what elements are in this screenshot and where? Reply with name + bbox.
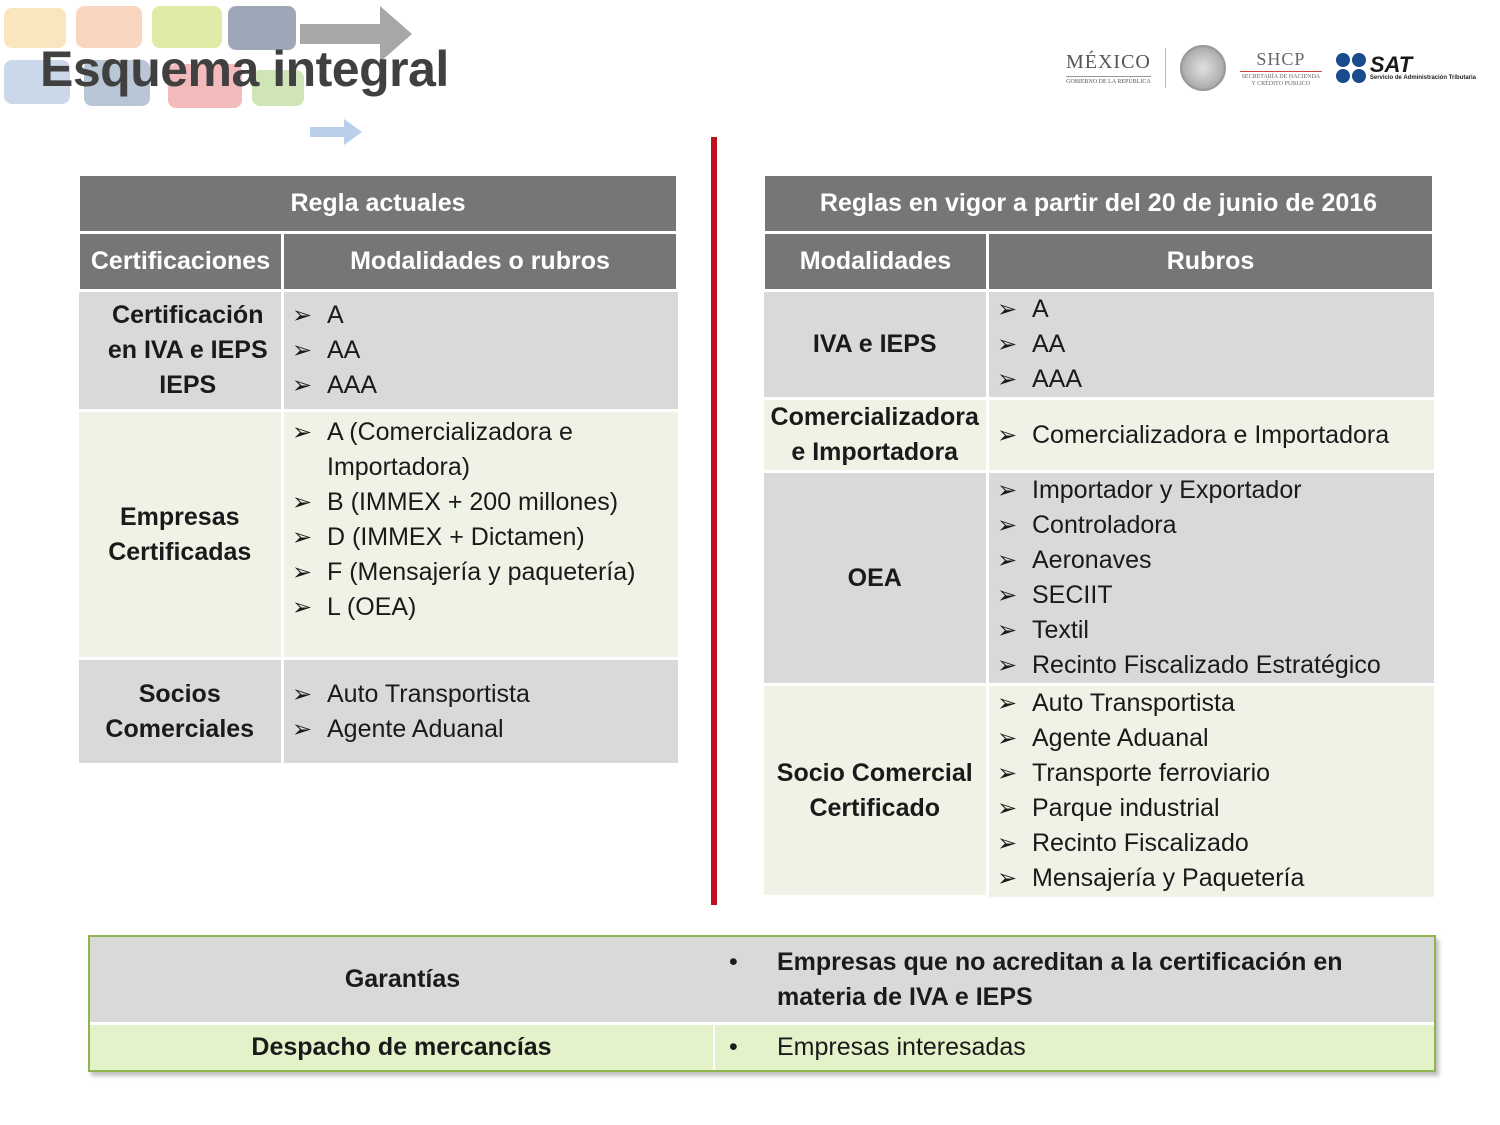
table-row	[79, 291, 678, 411]
row-label: IVA e IEPS	[764, 291, 988, 399]
summary-text: Empresas que no acreditan a la certificación en materia de IVA e IEPS	[777, 948, 1343, 1011]
row-label: Socio Comercial Certificado	[764, 685, 988, 897]
summary-row	[90, 937, 1434, 1022]
table-row	[79, 659, 678, 765]
national-seal-icon	[1180, 45, 1226, 91]
summary-label: Despacho de mercancías	[90, 1025, 715, 1070]
page-title: Esquema integral	[40, 41, 449, 97]
row-label: Empresas Certificadas	[79, 411, 283, 659]
list-item: ➢ Auto Transportista	[997, 689, 1235, 718]
list-item: ➢ A (Comercializadora e Importadora)	[292, 418, 573, 481]
list-item: ➢ Textil	[997, 616, 1089, 644]
table-row	[764, 399, 1434, 472]
table-title: Regla actuales	[79, 175, 678, 233]
logo-divider	[1165, 48, 1166, 88]
column-header: Certificaciones	[79, 233, 283, 291]
column-header: Modalidades o rubros	[283, 233, 678, 291]
current-rules-table	[77, 173, 679, 766]
row-label: Certificación en IVA e IEPS IEPS	[79, 291, 283, 411]
row-items	[283, 411, 678, 659]
list-item: ➢ Agente Aduanal	[292, 714, 504, 743]
list-item: ➢ Recinto Fiscalizado	[997, 829, 1249, 858]
list-item: ➢ F (Mensajería y paquetería)	[292, 558, 636, 586]
table-row	[764, 685, 1434, 897]
list-item: ➢ Importador y Exportador	[997, 476, 1302, 504]
table-title: Reglas en vigor a partir del 20 de junio de 2016	[764, 175, 1434, 233]
list-item: ➢ Transporte ferroviario	[997, 759, 1271, 788]
list-item: ➢ SECIIT	[997, 581, 1113, 609]
summary-text-cell	[715, 1025, 1434, 1070]
list-item: ➢ Agente Aduanal	[997, 724, 1209, 753]
logo-bar	[1066, 40, 1476, 96]
list-item: ➢ AA	[997, 330, 1066, 358]
list-item: ➢ AA	[292, 336, 361, 364]
list-item: ➢ A	[997, 295, 1049, 323]
list-item: ➢ Aeronaves	[997, 546, 1152, 574]
new-rules-table	[762, 173, 1435, 898]
column-header: Modalidades	[764, 233, 988, 291]
summary-label: Garantías	[344, 965, 461, 993]
list-item: ➢ Auto Transportista	[292, 679, 530, 708]
list-item: ➢ Parque industrial	[997, 794, 1220, 823]
sat-logo: SAT Servicio de Administración Tributaria	[1336, 53, 1476, 83]
row-label: OEA	[764, 472, 988, 685]
list-item: ➢ Mensajería y Paquetería	[997, 864, 1305, 893]
list-item: ➢ A	[292, 301, 344, 329]
vertical-divider	[711, 137, 717, 905]
row-items	[988, 472, 1434, 685]
bullet-icon: •	[729, 1033, 738, 1061]
list-item: ➢ Comercializadora e Importadora	[997, 420, 1390, 449]
list-item: ➢ D (IMMEX + Dictamen)	[292, 523, 585, 551]
bottom-summary-box	[88, 935, 1436, 1072]
table-row	[764, 472, 1434, 685]
summary-row	[90, 1022, 1434, 1070]
list-item: ➢ Recinto Fiscalizado Estratégico	[997, 651, 1381, 679]
row-items	[283, 291, 678, 411]
bullet-icon: •	[729, 948, 738, 976]
row-label: Comercializadora e Importadora	[764, 399, 988, 472]
list-item: ➢ B (IMMEX + 200 millones)	[292, 488, 619, 516]
table-row	[79, 411, 678, 659]
summary-text: Empresas interesadas	[777, 1033, 1026, 1061]
summary-text-cell	[715, 937, 1434, 1022]
row-items	[988, 685, 1434, 897]
row-items	[988, 291, 1434, 399]
list-item: ➢ AAA	[997, 365, 1083, 393]
list-item: ➢ AAA	[292, 371, 378, 399]
row-items	[988, 399, 1434, 472]
list-item: ➢ Controladora	[997, 511, 1177, 539]
table-row	[764, 291, 1434, 399]
list-item: ➢ L (OEA)	[292, 593, 417, 621]
column-header: Rubros	[988, 233, 1434, 291]
row-items	[283, 659, 678, 765]
mexico-logo: MÉXICO GOBIERNO DE LA REPÚBLICA	[1065, 51, 1151, 85]
row-label: Socios Comerciales	[79, 659, 283, 765]
arrow-icon	[310, 118, 366, 146]
shcp-logo: SHCP SECRETARÍA DE HACIENDA Y CRÉDITO PÚBLICO	[1241, 48, 1321, 87]
